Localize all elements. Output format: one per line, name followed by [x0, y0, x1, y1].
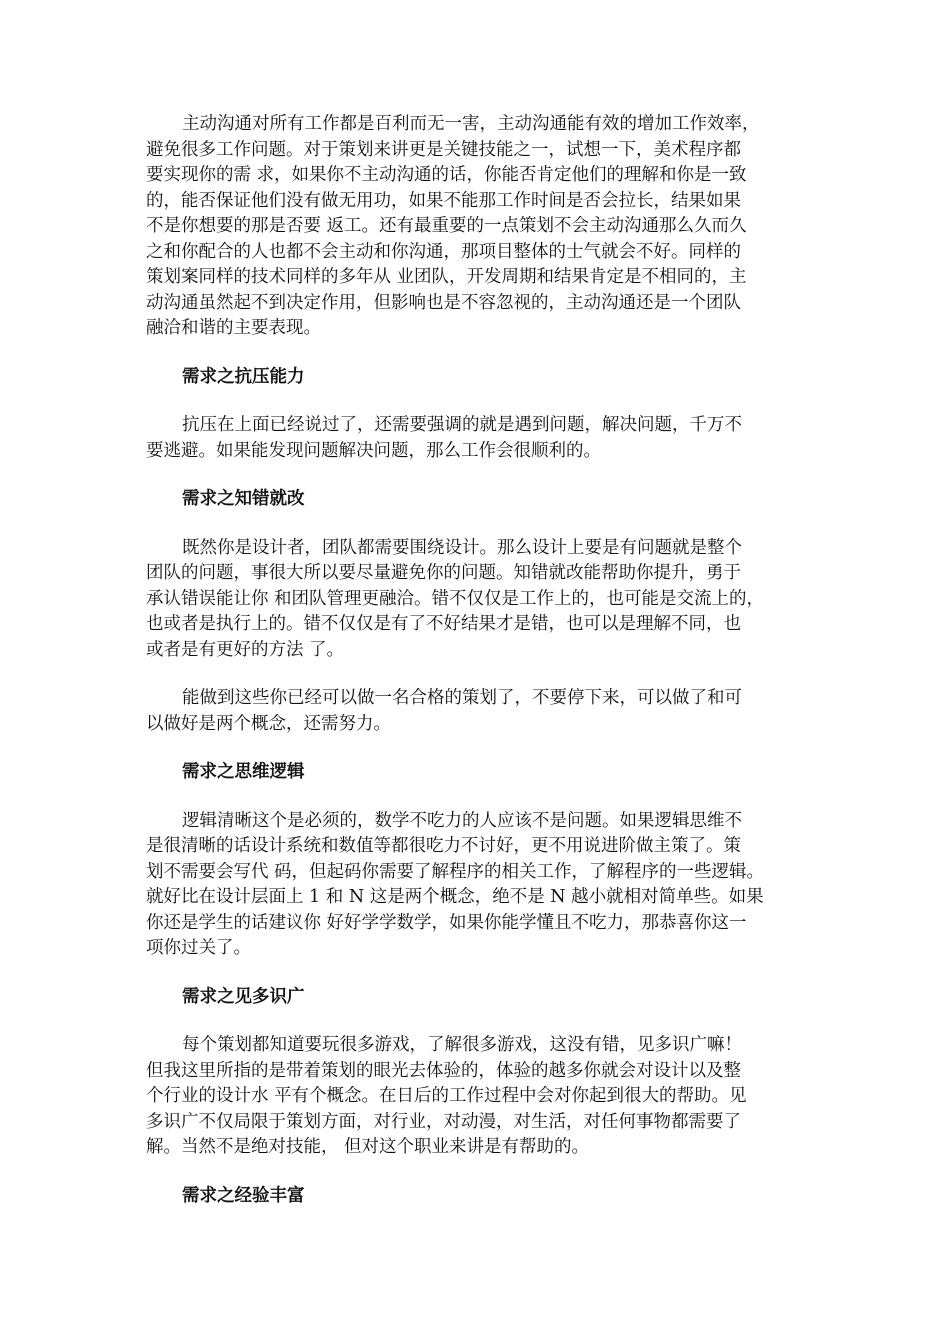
- text-line: 就好比在设计层面上 1 和 N 这是两个概念，绝不是 N 越小就相对简单些。如果: [146, 887, 764, 907]
- paragraph-qualified: [146, 686, 818, 737]
- text-line: 划不需要会写代 码，但起码你需要了解程序的相关工作，了解程序的一些逻辑。: [146, 861, 765, 882]
- text-line: 要逃避。如果能发现问题解决问题，那么工作会很顺利的。: [146, 440, 601, 461]
- paragraph-logic: [146, 809, 818, 962]
- text-line: 能做到这些你已经可以做一名合格的策划了，不要停下来，可以做了和可: [182, 688, 742, 708]
- paragraph-pressure: [146, 413, 818, 464]
- text-line: 动沟通虽然起不到决定作用，但影响也是不容忽视的，主动沟通还是一个团队: [146, 292, 741, 313]
- section-heading-correct-mistakes: 需求之知错就改: [182, 489, 305, 509]
- text-line: 既然你是设计者，团队都需要围绕设计。那么设计上要是有问题就是整个: [182, 537, 742, 558]
- paragraph-correct-mistakes: [146, 536, 818, 664]
- text-line: 逻辑清晰这个是必须的，数学不吃力的人应该不是问题。如果逻辑思维不: [182, 810, 742, 831]
- text-line: 也或者是执行上的。错不仅仅是有了不好结果才是错，也可以是理解不同，也: [146, 614, 741, 634]
- text-line: 的，能否保证他们没有做无用功，如果不能那工作时间是否会拉长，结果如果: [146, 190, 741, 211]
- text-line: 主动沟通对所有工作都是百利而无一害，主动沟通能有效的增加工作效率，: [182, 114, 760, 134]
- text-line: 避免很多工作问题。对于策划来讲更是关键技能之一，试想一下，美术程序都: [146, 139, 741, 160]
- text-line: 解。当然不是绝对技能， 但对这个职业来讲是有帮助的。: [146, 1137, 590, 1157]
- section-heading-knowledge: 需求之见多识广: [182, 986, 305, 1007]
- text-line: 但我这里所指的是带着策划的眼光去体验的，体验的越多你就会对设计以及整: [146, 1060, 741, 1081]
- text-line: 团队的问题，事很大所以要尽量避免你的问题。知错就改能帮助你提升，勇于: [146, 563, 741, 583]
- text-line: 不是你想要的那是否要 返工。还有最重要的一点策划不会主动沟通那么久而久: [146, 216, 747, 236]
- text-line: 要实现你的需 求，如果你不主动沟通的话，你能否肯定他们的理解和你是一致: [146, 165, 747, 185]
- text-line: 你还是学生的话建议你 好好学学数学，如果你能学懂且不吃力，那恭喜你这一: [146, 912, 747, 933]
- text-line: 多识广不仅局限于策划方面，对行业，对动漫，对生活，对任何事物都需要了: [146, 1111, 741, 1132]
- paragraph-communication: [146, 112, 818, 342]
- section-heading-logic: 需求之思维逻辑: [182, 762, 305, 782]
- text-line: 项你过关了。: [146, 938, 251, 958]
- paragraph-knowledge: [146, 1033, 818, 1161]
- text-line: 承认错误能让你 和团队管理更融洽。错不仅仅是工作上的，也可能是交流上的，: [146, 588, 765, 609]
- text-line: 每个策划都知道要玩很多游戏，了解很多游戏，这没有错，见多识广嘛！: [182, 1035, 742, 1055]
- text-line: 之和你配合的人也都不会主动和你沟通，那项目整体的士气就会不好。同样的: [146, 241, 741, 262]
- text-line: 或者是有更好的方法 了。: [146, 639, 345, 660]
- text-line: 以做好是两个概念，还需努力。: [146, 713, 391, 734]
- text-line: 个行业的设计水 平有个概念。在日后的工作过程中会对你起到很大的帮助。见: [146, 1086, 747, 1106]
- text-line: 策划案同样的技术同样的多年从 业团队，开发周期和结果肯定是不相同的，主: [146, 267, 747, 287]
- section-heading-experience: 需求之经验丰富: [182, 1185, 305, 1206]
- section-heading-pressure: 需求之抗压能力: [182, 366, 305, 387]
- document-page: [146, 112, 818, 1209]
- text-line: 是很清晰的话设计系统和数值等都很吃力不讨好，更不用说进阶做主策了。策: [146, 836, 741, 856]
- text-line: 融洽和谐的主要表现。: [146, 318, 321, 338]
- text-line: 抗压在上面已经说过了，还需要强调的就是遇到问题，解决问题，千万不: [182, 415, 742, 435]
